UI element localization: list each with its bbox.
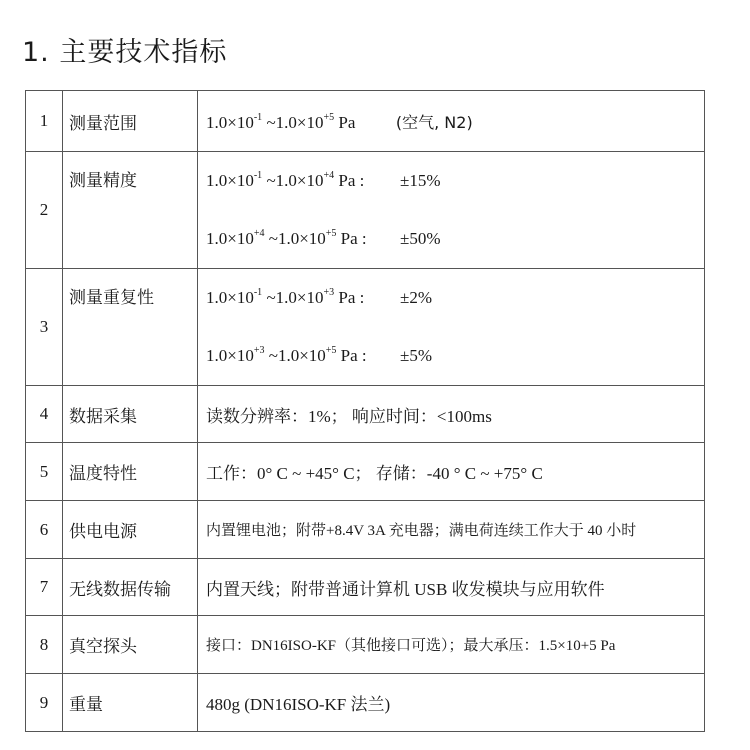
range-start: 1.0×10	[206, 229, 254, 248]
spec-name: 无线数据传输	[63, 559, 198, 616]
row-number: 5	[26, 443, 63, 501]
range-end: 1.0×10	[275, 171, 324, 190]
spec-name: 测量重复性	[63, 269, 198, 386]
exponent: +5	[325, 228, 337, 239]
table-row	[26, 501, 705, 559]
exponent: +3	[323, 287, 335, 298]
row-number: 8	[26, 616, 63, 674]
exponent: -1	[253, 111, 263, 123]
tolerance: ±2%	[400, 288, 432, 307]
table-row	[26, 443, 705, 501]
spec-value	[198, 91, 705, 152]
exponent: -1	[253, 170, 263, 181]
exponent: -1	[253, 287, 263, 298]
unit: Pa :	[336, 346, 367, 365]
range-separator: ~	[262, 288, 276, 307]
spec-name: 测量精度	[63, 152, 198, 269]
table-row	[26, 559, 705, 616]
spec-name: 真空探头	[63, 616, 198, 674]
spec-name: 重量	[63, 674, 198, 732]
table-row	[26, 616, 705, 674]
spec-name: 供电电源	[63, 501, 198, 559]
gas-note: (空气, N2)	[395, 112, 473, 132]
row-number: 1	[26, 91, 63, 152]
table-row	[26, 152, 705, 269]
table-row	[26, 674, 705, 732]
spec-name: 温度特性	[63, 443, 198, 501]
spec-value: 内置锂电池；附带+8.4V 3A 充电器；满电荷连续工作大于 40 小时	[198, 501, 705, 559]
value-line	[206, 210, 704, 268]
range-start: 1.0×10	[206, 346, 254, 365]
range-separator: ~	[262, 112, 276, 132]
range-end: 1.0×10	[275, 288, 324, 307]
spec-value	[198, 269, 705, 386]
range-start: 1.0×10	[206, 112, 254, 132]
value-line	[206, 327, 704, 385]
range-separator: ~	[264, 346, 278, 365]
table-row	[26, 386, 705, 443]
value-line	[206, 269, 704, 327]
tolerance: ±15%	[400, 171, 441, 190]
page-title: 1. 主要技术指标	[22, 37, 228, 68]
spec-value: 读数分辨率：1%； 响应时间：<100ms	[198, 386, 705, 443]
row-number: 3	[26, 269, 63, 386]
value-line	[206, 110, 704, 133]
table-row	[26, 91, 705, 152]
row-number: 7	[26, 559, 63, 616]
spec-value: 接口：DN16ISO-KF（其他接口可选）；最大承压：1.5×10+5 Pa	[198, 616, 705, 674]
value-line	[206, 152, 704, 210]
unit: Pa :	[334, 171, 365, 190]
table-row	[26, 269, 705, 386]
row-number: 6	[26, 501, 63, 559]
unit: Pa	[334, 112, 356, 132]
range-separator: ~	[264, 229, 278, 248]
tolerance: ±5%	[400, 346, 432, 365]
spec-value: 480g (DN16ISO-KF 法兰)	[198, 674, 705, 732]
range-start: 1.0×10	[206, 288, 254, 307]
range-start: 1.0×10	[206, 171, 254, 190]
range-separator: ~	[262, 171, 276, 190]
exponent: +3	[253, 345, 265, 356]
unit: Pa :	[336, 229, 367, 248]
unit: Pa :	[334, 288, 365, 307]
exponent: +4	[323, 170, 335, 181]
exponent: +5	[325, 345, 337, 356]
range-end: 1.0×10	[277, 346, 326, 365]
spec-name: 测量范围	[63, 91, 198, 152]
spec-value: 内置天线；附带普通计算机 USB 收发模块与应用软件	[198, 559, 705, 616]
row-number: 4	[26, 386, 63, 443]
spec-name: 数据采集	[63, 386, 198, 443]
spec-value	[198, 152, 705, 269]
tolerance: ±50%	[400, 229, 441, 248]
range-end: 1.0×10	[277, 229, 326, 248]
spec-value: 工作：0° C ~ +45° C； 存储：-40 ° C ~ +75° C	[198, 443, 705, 501]
exponent: +4	[253, 228, 265, 239]
row-number: 9	[26, 674, 63, 732]
spec-table	[25, 90, 705, 732]
exponent: +5	[323, 111, 335, 123]
row-number: 2	[26, 152, 63, 269]
range-end: 1.0×10	[275, 112, 324, 132]
